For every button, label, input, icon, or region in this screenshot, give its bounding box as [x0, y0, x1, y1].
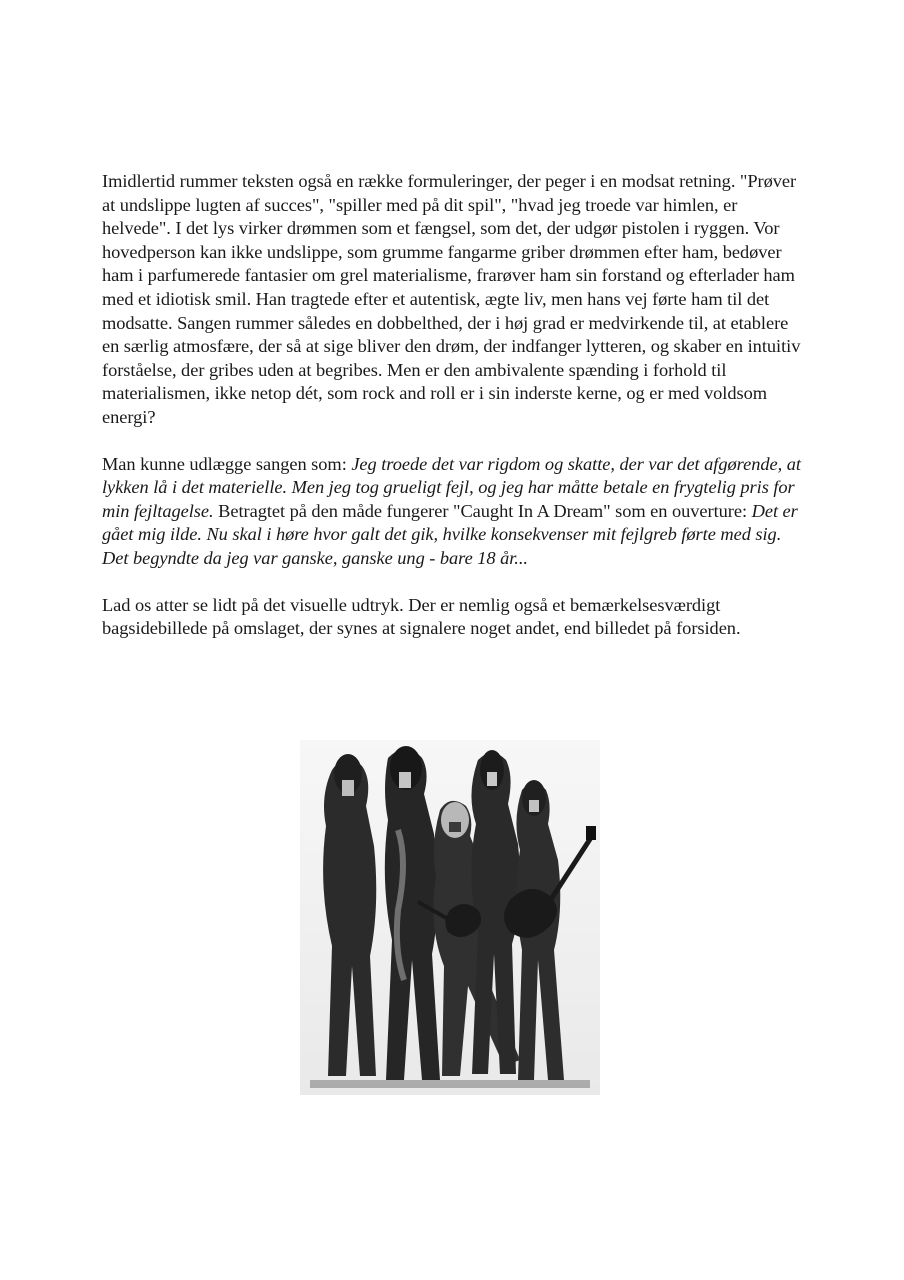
- paragraph-2-italic-1: Jeg troede det var rigdom og skatte, der var det afgørende, at lykken lå i det materielle. Men jeg tog grueligt fejl, og jeg har måtte betale en frygtelig pris for min fejltagelse.: [102, 453, 801, 521]
- paragraph-3: Lad os atter se lidt på det visuelle udtryk. Der er nemlig også et bemærkelsesværdigt bagsidebillede på omslaget, der synes at signalere noget andet, end billedet på forsiden.: [102, 594, 741, 639]
- paragraph-2-middle: Betragtet på den måde fungerer "Caught In A Dream" som en ouverture:: [213, 500, 752, 521]
- paragraph-2-intro: Man kunne udlægge sangen som:: [102, 453, 352, 474]
- paragraph-2-italic-2: Det er gået mig ilde. Nu skal i høre hvor galt det gik, hvilke konsekvenser mit fejlgreb førte med sig. Det begyndte da jeg var ganske, ganske ung - bare 18 år...: [102, 500, 798, 568]
- paragraph-2: [102, 453, 802, 571]
- document-page: [102, 170, 802, 641]
- band-photo-icon: [300, 740, 600, 1095]
- paragraph-1: Imidlertid rummer teksten også en række formuleringer, der peger i en modsat retning. "Prøver at undslippe lugten af succes", "spiller med på dit spil", "hvad jeg troede var himlen, er helvede". I det lys virker drømmen som et fængsel, som det, der udgør pistolen i ryggen. Vor hovedperson kan ikke undslippe, som grumme fangarme griber drømmen efter ham, bedøver ham i parfumerede fantasier om grel materialisme, frarøver ham sin forstand og efterlader ham med et idiotisk smil. Han tragtede efter et autentisk, ægte liv, men hans vej førte ham til det modsatte. Sangen rummer således en dobbelthed, der i høj grad er medvirkende til, at etablere en særlig atmosfære, der så at sige bliver den drøm, der indfanger lytteren, og skaber en intuitiv forståelse, der gribes uden at begribes. Men er den ambivalente spænding i forhold til materialismen, ikke netop dét, som rock and roll er i sin inderste kerne, og er med voldsom energi?: [102, 171, 801, 427]
- band-photo: [300, 740, 600, 1095]
